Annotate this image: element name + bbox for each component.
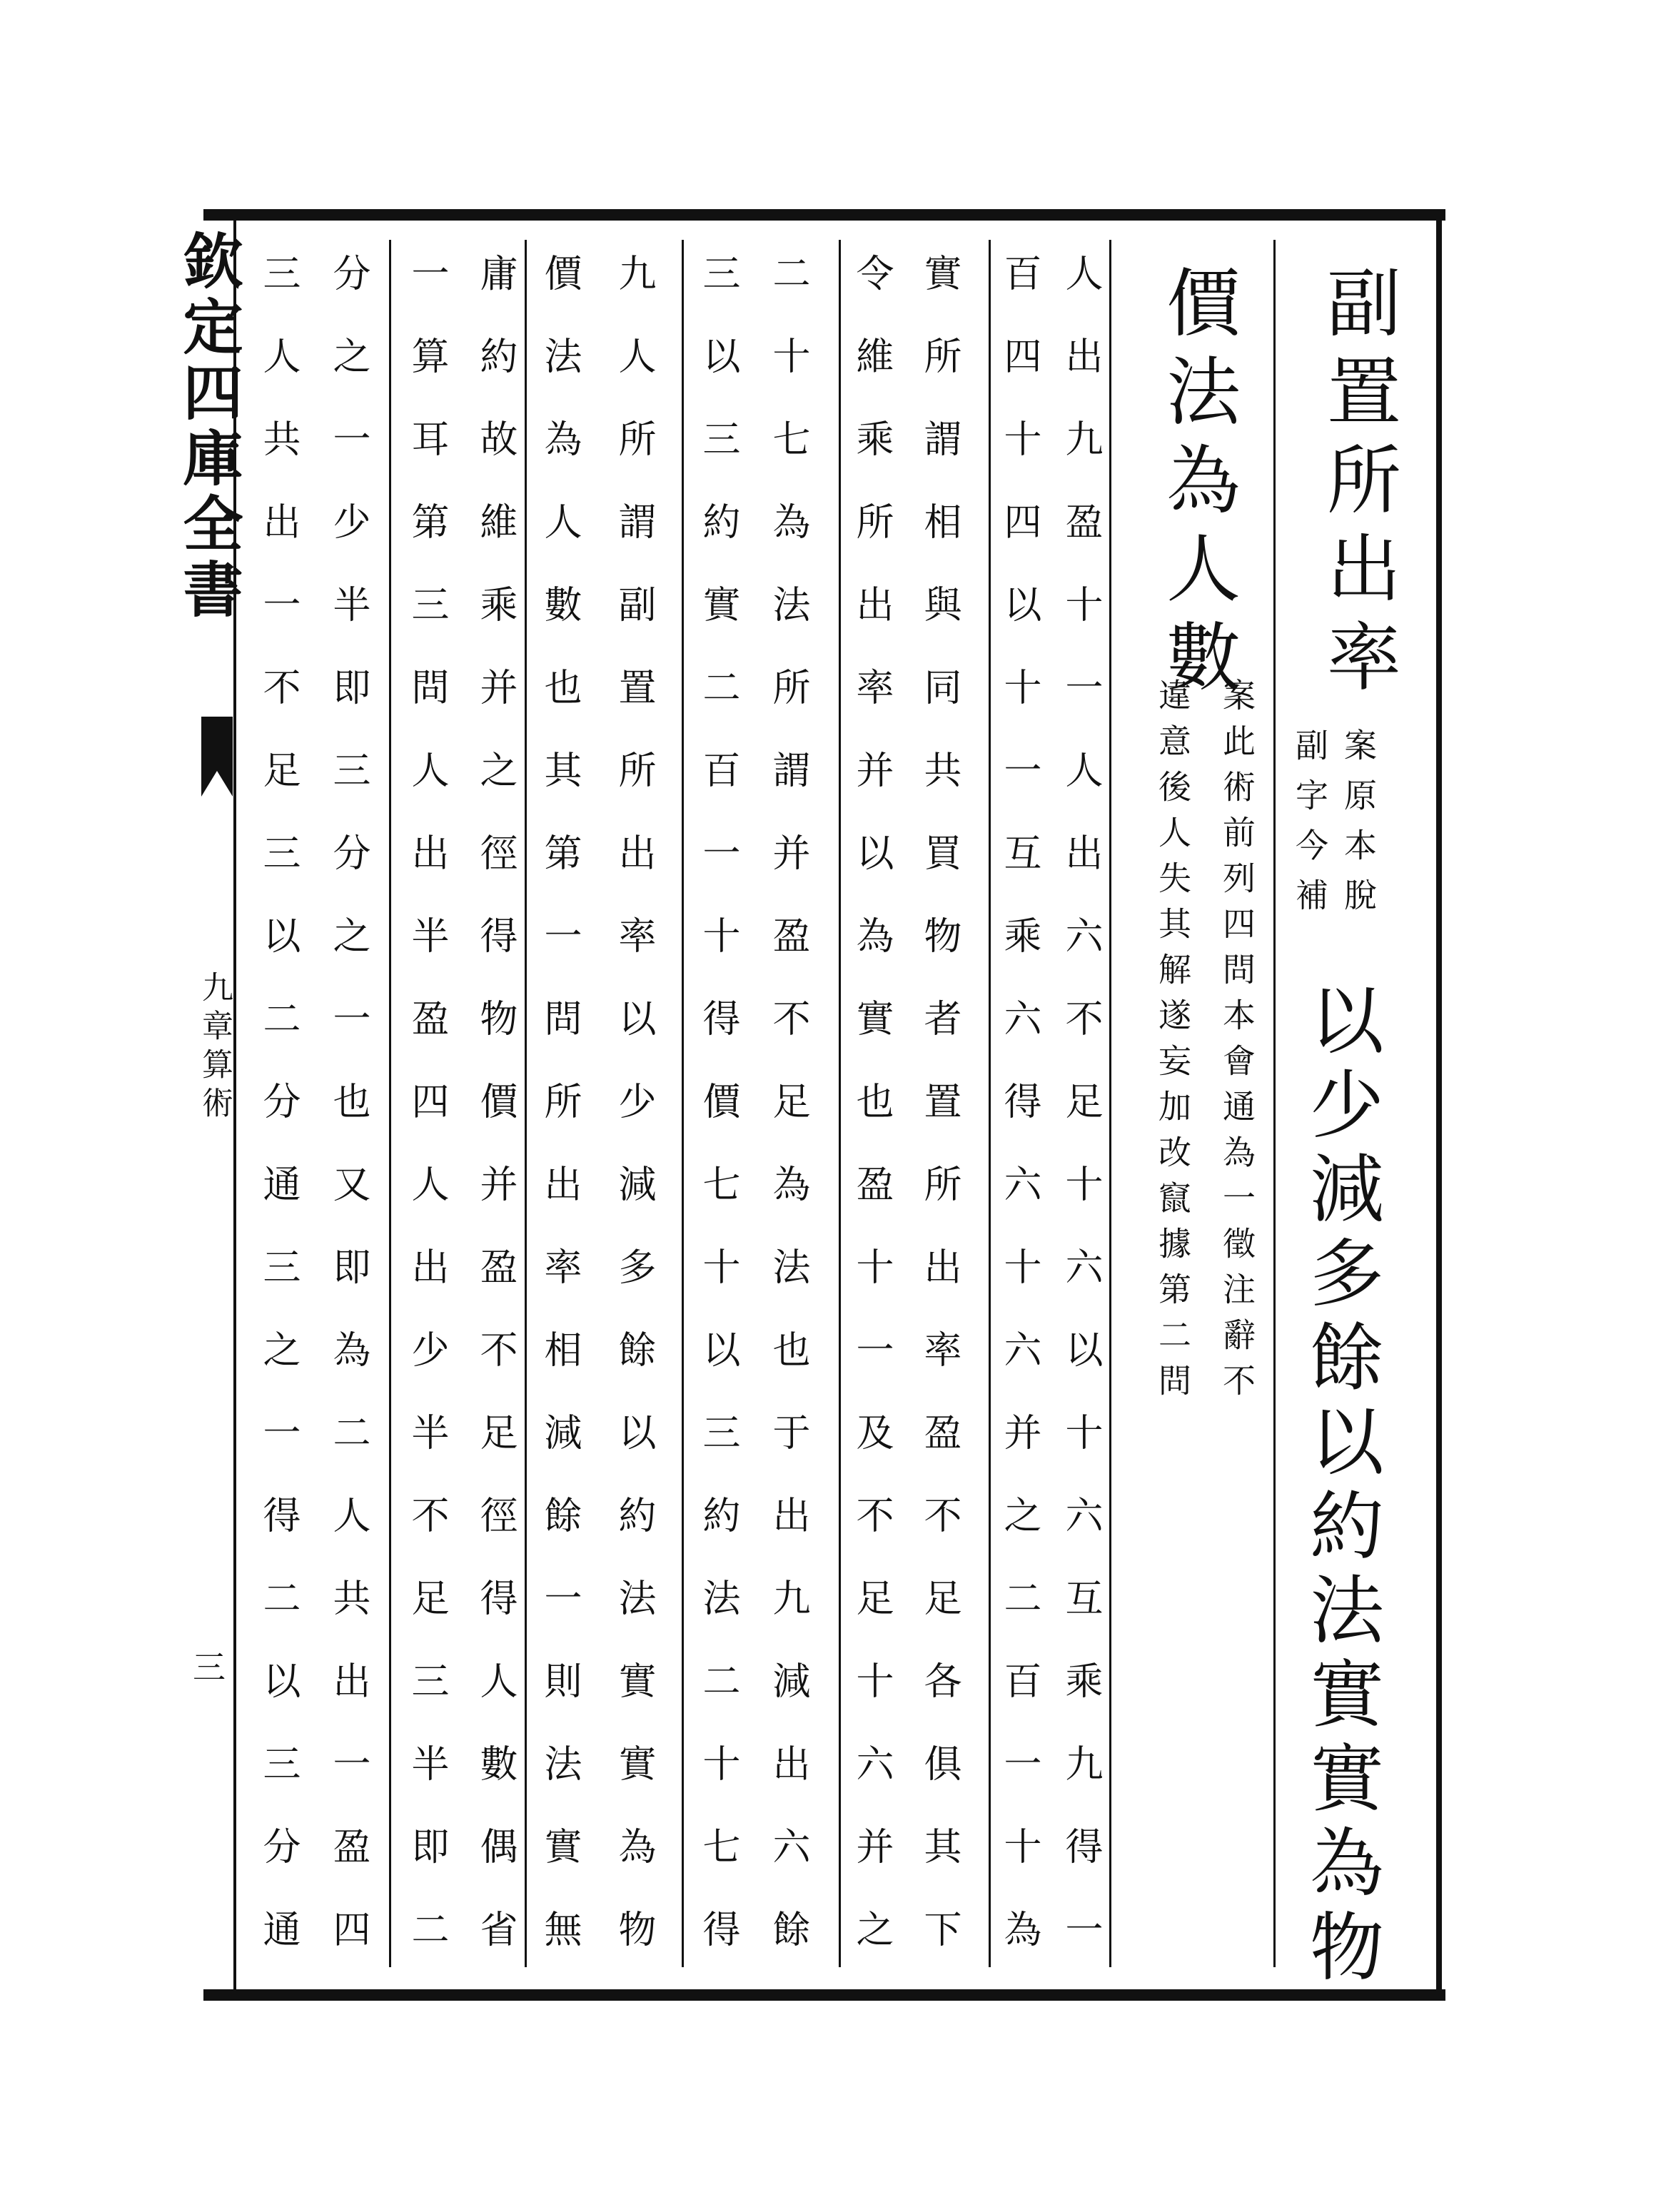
body-column: 三以三約實二百一十得價七十以三約法二十七得 <box>697 253 740 1992</box>
column-rule <box>1273 240 1276 1967</box>
body-column: 一算耳第三問人出半盈四人出少半不足三半即二 <box>405 253 449 1992</box>
column-rule <box>682 240 684 1967</box>
large-text-cont: 以少減多餘以約法實實為物 <box>1297 981 1384 1992</box>
body-column: 分之一少半即三分之一也又即為二人共出一盈四 <box>327 253 370 1992</box>
column-rule <box>525 240 527 1967</box>
border-bottom <box>203 1989 1445 2001</box>
column-rule <box>989 240 991 1967</box>
heading-line-2: 價法為人數 <box>1153 264 1241 707</box>
commentary-col-1: 案此術前列四問本會通為一徵注辭不 <box>1218 678 1256 1409</box>
border-top <box>203 209 1445 221</box>
fish-tail-ornament-icon <box>198 714 236 799</box>
column-rule <box>389 240 391 1967</box>
chapter-label: 九章算術 <box>196 971 233 1125</box>
column-rule <box>1109 240 1111 1967</box>
body-column: 百四十四以十一互乘六得六十六并之二百一十為 <box>998 253 1041 1992</box>
commentary-col-2: 違意後人失其解遂妄加改竄據第二問 <box>1153 678 1192 1409</box>
body-column: 價法為人數也其第一問所出率相減餘一則法實無 <box>538 253 582 1992</box>
body-column: 人出九盈十一人出六不足十六以十六互乘九得一 <box>1059 253 1103 1992</box>
body-column: 三人共出一不足三以二分通三之一得二以三分通 <box>257 253 301 1992</box>
body-column: 實所謂相與同共買物者置所出率盈不足各俱其下 <box>918 253 961 1992</box>
body-column: 二十七為法所謂并盈不足為法也于出九減出六餘 <box>767 253 810 1992</box>
column-rule <box>839 240 841 1967</box>
editor-note-col-1: 案原本脫 <box>1339 728 1378 928</box>
border-right <box>1436 214 1442 1995</box>
heading-line-1: 副置所出率 <box>1314 264 1401 707</box>
body-column: 庸約故維乘并之徑得物價并盈不足徑得人數偶省 <box>474 253 518 1992</box>
editor-note-col-2: 副字今補 <box>1291 728 1329 928</box>
book-title: 欽定四庫全書 <box>173 230 244 624</box>
body-column: 令維乘所出率并以為實也盈十一及不足十六并之 <box>850 253 894 1992</box>
page-number: 三 <box>193 1648 226 1687</box>
body-column: 九人所謂副置所出率以少減多餘以約法實實為物 <box>612 253 656 1992</box>
